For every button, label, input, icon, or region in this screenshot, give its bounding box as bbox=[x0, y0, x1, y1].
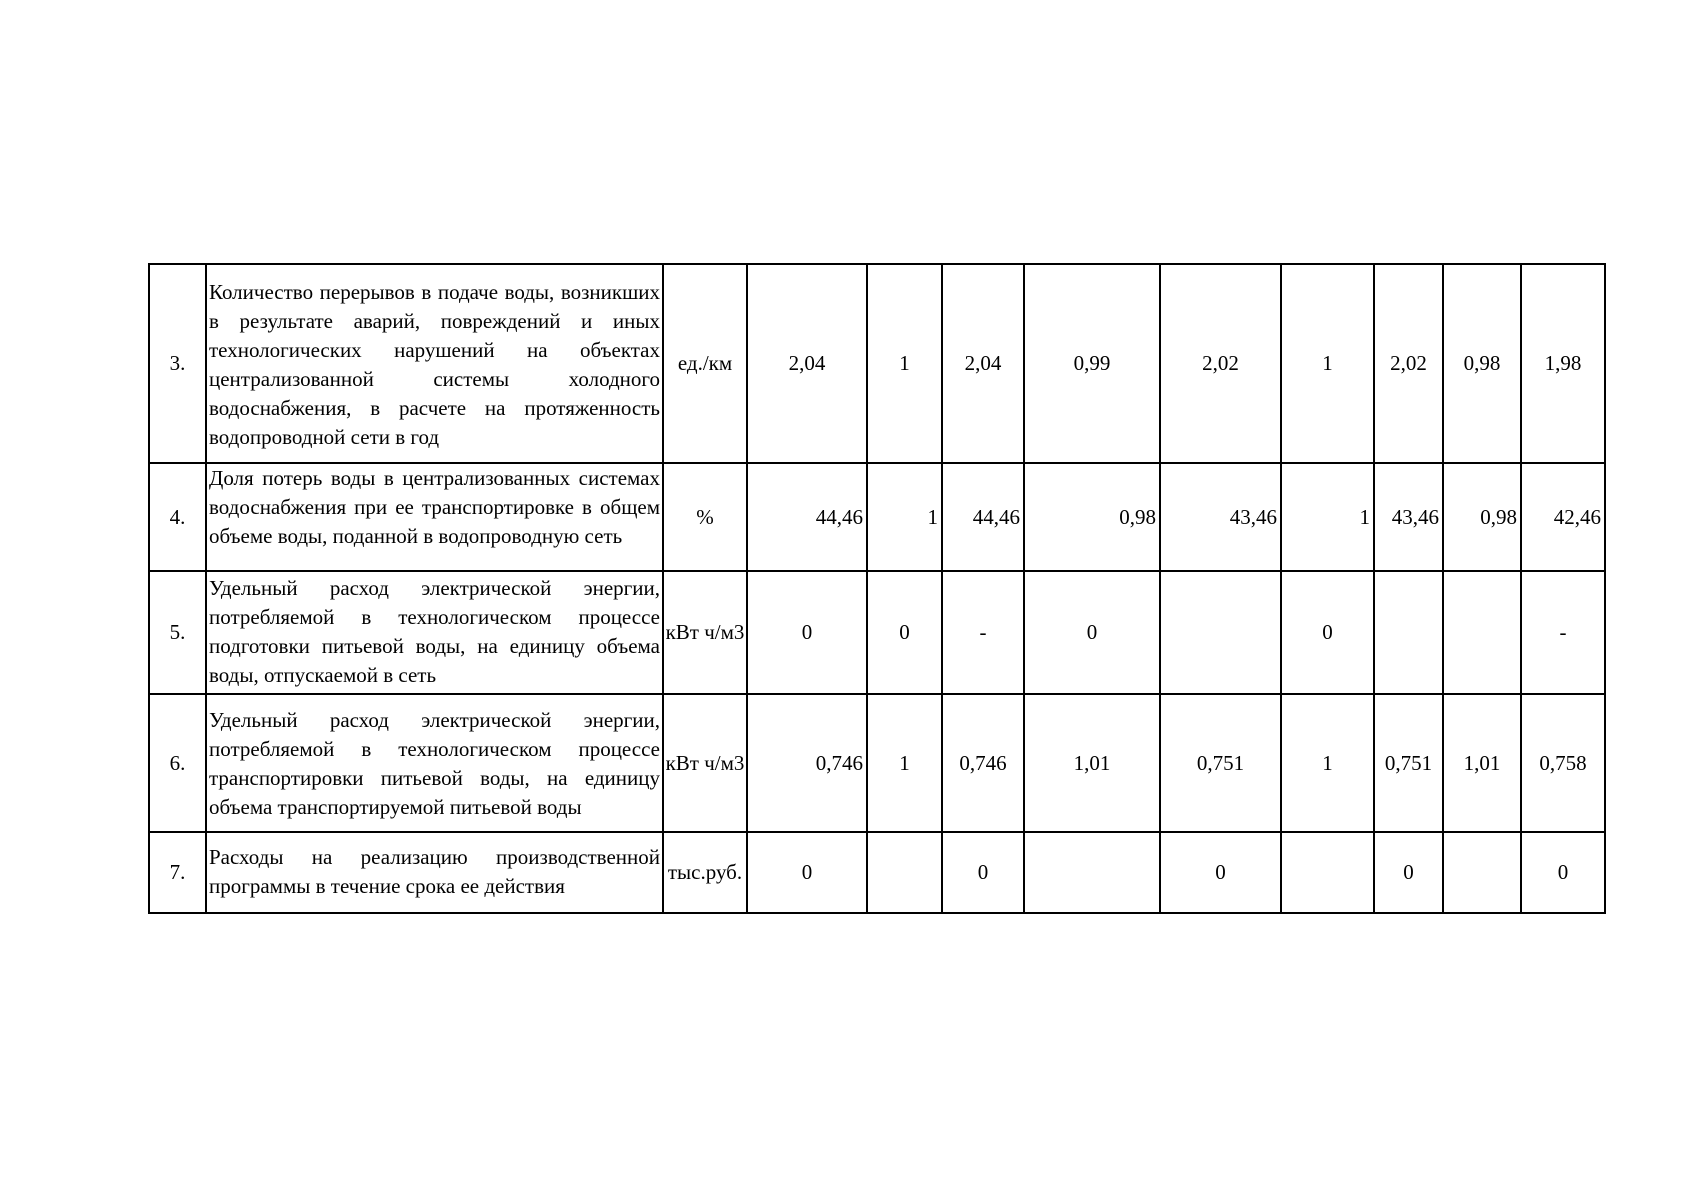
row-number: 3. bbox=[149, 264, 206, 463]
table-row bbox=[149, 694, 1605, 832]
row-number: 5. bbox=[149, 571, 206, 694]
row-number: 7. bbox=[149, 832, 206, 913]
value-cell: 1 bbox=[1281, 264, 1374, 463]
value-cell bbox=[1160, 571, 1281, 694]
value-cell: 44,46 bbox=[747, 463, 867, 571]
value-cell: 0,98 bbox=[1443, 264, 1521, 463]
row-number: 6. bbox=[149, 694, 206, 832]
unit-cell: тыс.руб. bbox=[663, 832, 747, 913]
value-cell: - bbox=[1521, 571, 1605, 694]
value-cell: 0 bbox=[747, 832, 867, 913]
value-cell: 0 bbox=[867, 571, 942, 694]
value-cell: 1,01 bbox=[1024, 694, 1160, 832]
value-cell: 2,04 bbox=[942, 264, 1024, 463]
indicators-table bbox=[148, 263, 1606, 914]
value-cell: 43,46 bbox=[1160, 463, 1281, 571]
value-cell: 0 bbox=[1281, 571, 1374, 694]
table-row bbox=[149, 463, 1605, 571]
value-cell: 2,02 bbox=[1374, 264, 1443, 463]
table-row bbox=[149, 832, 1605, 913]
value-cell: 2,04 bbox=[747, 264, 867, 463]
row-number: 4. bbox=[149, 463, 206, 571]
value-cell: 0 bbox=[942, 832, 1024, 913]
value-cell: 0,751 bbox=[1160, 694, 1281, 832]
value-cell: 0 bbox=[1024, 571, 1160, 694]
indicator-name: Удельный расход электрической энергии, потребляемой в технологическом процессе транспортировки питьевой воды, на единицу объема транспортируемой питьевой воды bbox=[206, 694, 663, 832]
value-cell: 2,02 bbox=[1160, 264, 1281, 463]
value-cell: 0 bbox=[1521, 832, 1605, 913]
indicator-name: Расходы на реализацию производственной программы в течение срока ее действия bbox=[206, 832, 663, 913]
value-cell: 1 bbox=[867, 694, 942, 832]
unit-cell: кВт ч/м3 bbox=[663, 571, 747, 694]
value-cell bbox=[867, 832, 942, 913]
value-cell: 0,98 bbox=[1443, 463, 1521, 571]
value-cell: - bbox=[942, 571, 1024, 694]
value-cell: 1 bbox=[1281, 463, 1374, 571]
value-cell: 44,46 bbox=[942, 463, 1024, 571]
value-cell bbox=[1374, 571, 1443, 694]
indicator-name-text: Доля потерь воды в централизованных системах водоснабжения при ее транспортировке в общем объеме воды, поданной в водопроводную сеть bbox=[209, 466, 660, 548]
value-cell: 1 bbox=[867, 264, 942, 463]
table-row bbox=[149, 571, 1605, 694]
value-cell: 1 bbox=[867, 463, 942, 571]
value-cell bbox=[1443, 832, 1521, 913]
table-row bbox=[149, 264, 1605, 463]
value-cell bbox=[1281, 832, 1374, 913]
value-cell: 1,98 bbox=[1521, 264, 1605, 463]
value-cell: 0 bbox=[1160, 832, 1281, 913]
value-cell bbox=[1443, 571, 1521, 694]
value-cell: 1,01 bbox=[1443, 694, 1521, 832]
value-cell: 1 bbox=[1281, 694, 1374, 832]
value-cell: 42,46 bbox=[1521, 463, 1605, 571]
value-cell: 0,99 bbox=[1024, 264, 1160, 463]
value-cell: 0 bbox=[747, 571, 867, 694]
value-cell: 0,751 bbox=[1374, 694, 1443, 832]
value-cell: 0 bbox=[1374, 832, 1443, 913]
value-cell: 43,46 bbox=[1374, 463, 1443, 571]
indicator-name: Удельный расход электрической энергии, потребляемой в технологическом процессе подготовки питьевой воды, на единицу объема воды, отпускаемой в сеть bbox=[206, 571, 663, 694]
unit-cell: ед./км bbox=[663, 264, 747, 463]
value-cell: 0,746 bbox=[942, 694, 1024, 832]
value-cell: 0,758 bbox=[1521, 694, 1605, 832]
value-cell: 0,746 bbox=[747, 694, 867, 832]
indicator-name bbox=[206, 463, 663, 571]
unit-cell: % bbox=[663, 463, 747, 571]
unit-cell: кВт ч/м3 bbox=[663, 694, 747, 832]
value-cell: 0,98 bbox=[1024, 463, 1160, 571]
indicator-name: Количество перерывов в подаче воды, возникших в результате аварий, повреждений и иных технологических нарушений на объектах централизованной системы холодного водоснабжения, в расчете на протяженность водопроводной сети в год bbox=[206, 264, 663, 463]
value-cell bbox=[1024, 832, 1160, 913]
